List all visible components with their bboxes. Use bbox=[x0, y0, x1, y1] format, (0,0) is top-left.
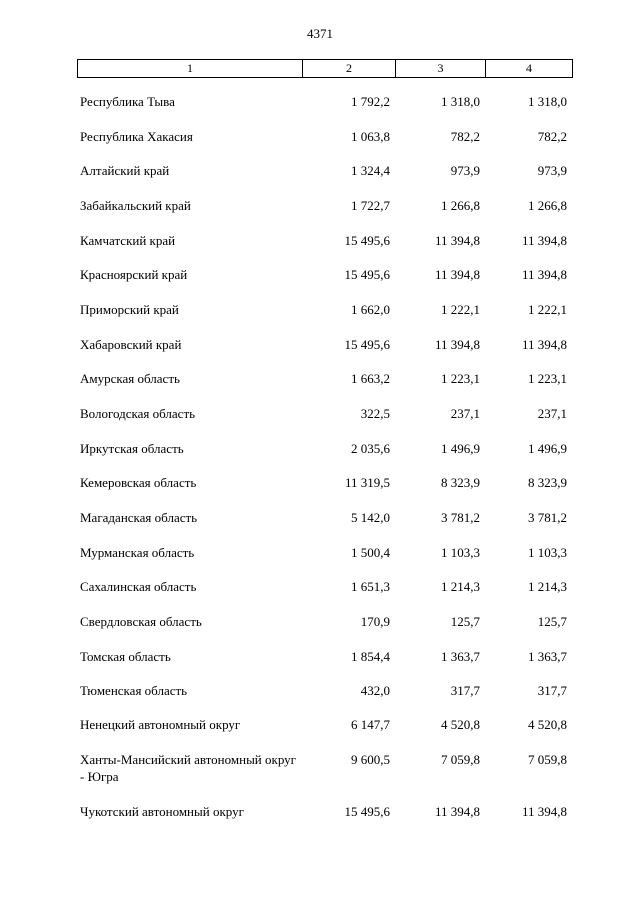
value-column-3: 973,9 bbox=[450, 163, 480, 178]
value-column-2: 1 324,4 bbox=[351, 163, 390, 178]
value-column-4: 11 394,8 bbox=[521, 267, 567, 282]
value-column-3: 782,2 bbox=[450, 129, 480, 144]
region-name: Ханты-Мансийский автономный округ - Югра bbox=[80, 752, 296, 784]
value-column-4: 973,9 bbox=[537, 163, 567, 178]
region-name: Забайкальский край bbox=[80, 198, 191, 213]
value-column-3: 1 318,0 bbox=[441, 94, 480, 109]
value-column-2: 170,9 bbox=[360, 614, 390, 629]
column-header-3: 3 bbox=[395, 60, 485, 77]
value-column-2: 432,0 bbox=[360, 683, 390, 698]
value-column-3: 1 496,9 bbox=[441, 441, 480, 456]
value-column-4: 1 214,3 bbox=[528, 579, 567, 594]
value-column-2: 1 651,3 bbox=[351, 579, 390, 594]
value-column-3: 11 394,8 bbox=[434, 337, 480, 352]
value-column-4: 8 323,9 bbox=[528, 475, 567, 490]
value-column-4: 11 394,8 bbox=[521, 804, 567, 819]
value-column-4: 782,2 bbox=[537, 129, 567, 144]
value-column-3: 11 394,8 bbox=[434, 267, 480, 282]
value-column-3: 1 223,1 bbox=[441, 371, 480, 386]
region-name: Свердловская область bbox=[80, 614, 202, 629]
region-name: Магаданская область bbox=[80, 510, 198, 525]
region-name: Амурская область bbox=[80, 371, 180, 386]
value-column-3: 317,7 bbox=[450, 683, 480, 698]
value-column-2: 15 495,6 bbox=[344, 233, 390, 248]
region-name: Тюменская область bbox=[80, 683, 188, 698]
value-column-4: 237,1 bbox=[537, 406, 567, 421]
value-column-2: 1 854,4 bbox=[351, 649, 390, 664]
region-name: Сахалинская область bbox=[80, 579, 197, 594]
region-name: Республика Хакасия bbox=[80, 129, 193, 144]
value-column-3: 1 266,8 bbox=[441, 198, 480, 213]
value-column-2: 1 500,4 bbox=[351, 545, 390, 560]
region-name: Республика Тыва bbox=[80, 94, 175, 109]
region-name: Хабаровский край bbox=[80, 337, 182, 352]
value-column-2: 2 035,6 bbox=[351, 441, 390, 456]
value-column-2: 11 319,5 bbox=[344, 475, 390, 490]
value-column-4: 1 103,3 bbox=[528, 545, 567, 560]
value-column-3: 237,1 bbox=[450, 406, 480, 421]
region-name: Камчатский край bbox=[80, 233, 176, 248]
value-column-4: 125,7 bbox=[537, 614, 567, 629]
column-header-4: 4 bbox=[485, 60, 572, 77]
region-name: Чукотский автономный округ bbox=[80, 804, 244, 819]
value-column-3: 4 520,8 bbox=[441, 717, 480, 732]
value-column-2: 1 792,2 bbox=[351, 94, 390, 109]
table-column-header bbox=[77, 59, 573, 78]
value-column-2: 1 662,0 bbox=[351, 302, 390, 317]
value-column-3: 11 394,8 bbox=[434, 233, 480, 248]
region-name: Вологодская область bbox=[80, 406, 196, 421]
value-column-4: 317,7 bbox=[537, 683, 567, 698]
value-column-4: 7 059,8 bbox=[528, 752, 567, 767]
value-column-4: 4 520,8 bbox=[528, 717, 567, 732]
value-column-4: 11 394,8 bbox=[521, 337, 567, 352]
region-name: Иркутская область bbox=[80, 441, 184, 456]
value-column-4: 1 266,8 bbox=[528, 198, 567, 213]
region-name: Кемеровская область bbox=[80, 475, 197, 490]
value-column-2: 9 600,5 bbox=[351, 752, 390, 767]
value-column-2: 15 495,6 bbox=[344, 267, 390, 282]
region-name: Ненецкий автономный округ bbox=[80, 717, 241, 732]
value-column-2: 6 147,7 bbox=[351, 717, 390, 732]
column-header-2: 2 bbox=[302, 60, 395, 77]
value-column-2: 1 063,8 bbox=[351, 129, 390, 144]
value-column-3: 125,7 bbox=[450, 614, 480, 629]
value-column-3: 7 059,8 bbox=[441, 752, 480, 767]
value-column-3: 8 323,9 bbox=[441, 475, 480, 490]
region-name: Красноярский край bbox=[80, 267, 188, 282]
value-column-4: 1 363,7 bbox=[528, 649, 567, 664]
value-column-3: 3 781,2 bbox=[441, 510, 480, 525]
value-column-3: 1 363,7 bbox=[441, 649, 480, 664]
value-column-4: 1 318,0 bbox=[528, 94, 567, 109]
region-name: Алтайский край bbox=[80, 163, 170, 178]
value-column-3: 1 222,1 bbox=[441, 302, 480, 317]
value-column-2: 1 722,7 bbox=[351, 198, 390, 213]
column-header-1: 1 bbox=[187, 61, 193, 75]
value-column-2: 1 663,2 bbox=[351, 371, 390, 386]
region-name: Мурманская область bbox=[80, 545, 195, 560]
value-column-2: 5 142,0 bbox=[351, 510, 390, 525]
value-column-3: 11 394,8 bbox=[434, 804, 480, 819]
value-column-2: 15 495,6 bbox=[344, 804, 390, 819]
region-name: Приморский край bbox=[80, 302, 179, 317]
value-column-4: 1 496,9 bbox=[528, 441, 567, 456]
value-column-4: 1 222,1 bbox=[528, 302, 567, 317]
page-number: 4371 bbox=[307, 26, 333, 41]
value-column-3: 1 103,3 bbox=[441, 545, 480, 560]
value-column-2: 15 495,6 bbox=[344, 337, 390, 352]
region-name: Томская область bbox=[80, 649, 171, 664]
value-column-4: 11 394,8 bbox=[521, 233, 567, 248]
value-column-2: 322,5 bbox=[360, 406, 390, 421]
value-column-4: 1 223,1 bbox=[528, 371, 567, 386]
value-column-4: 3 781,2 bbox=[528, 510, 567, 525]
value-column-3: 1 214,3 bbox=[441, 579, 480, 594]
